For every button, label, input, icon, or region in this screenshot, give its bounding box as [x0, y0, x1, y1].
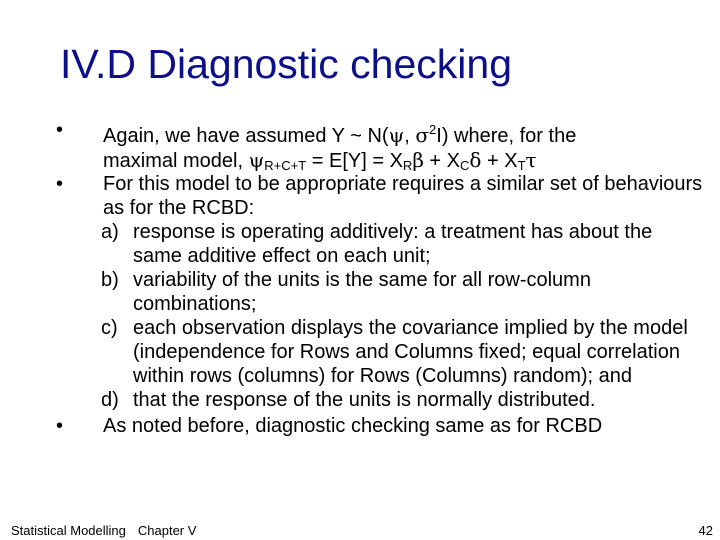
footer-chapter: Chapter V: [137, 523, 197, 538]
sub-item-letter: c): [101, 317, 118, 339]
bullet-item-requirements: [56, 172, 706, 412]
bullet-icon: •: [56, 415, 64, 437]
bullet-icon: •: [56, 119, 64, 141]
footer-course-name: Statistical Modelling: [11, 523, 126, 538]
bullet-text: Again, we have assumed Y ~ N(ψ, $\sigma^2I$) where, for the maximal model, ψR+C+T = E[Y] = XRβ + XCδ + XTτ: [103, 122, 577, 173]
sub-item-letter: a): [101, 221, 119, 243]
sub-item-letter: b): [101, 269, 119, 291]
page-number: 42: [698, 523, 713, 538]
bullet-item-assumption: [56, 118, 706, 172]
bullet-text: For this model to be appropriate requires a similar set of behaviours as for the RCBD:: [103, 173, 703, 219]
sub-item-text: each observation displays the covariance implied by the model (independence for Rows and Columns fixed; equal correlation within rows (columns) for Rows (Columns) random); and: [133, 317, 688, 387]
footer-course: [11, 523, 196, 539]
bullet-text: As noted before, diagnostic checking same as for RCBD: [103, 415, 603, 437]
bullet-item-diagnostic: [56, 414, 706, 438]
sub-item-a: [101, 220, 706, 268]
slide-title: IV.D Diagnostic checking: [60, 41, 513, 87]
sub-item-text: response is operating additively: a treatment has about the same additive effect on each unit;: [133, 221, 653, 267]
sub-item-b: [101, 268, 706, 316]
bullet-icon: •: [56, 173, 64, 195]
sub-item-letter: d): [101, 389, 119, 411]
sub-item-d: [101, 388, 706, 412]
sub-item-c: [101, 316, 706, 388]
sub-item-text: that the response of the units is normally distributed.: [133, 389, 596, 411]
bullet-list: [56, 118, 706, 438]
sub-item-text: variability of the units is the same for all row-column combinations;: [133, 269, 591, 315]
sub-list: [101, 220, 706, 412]
